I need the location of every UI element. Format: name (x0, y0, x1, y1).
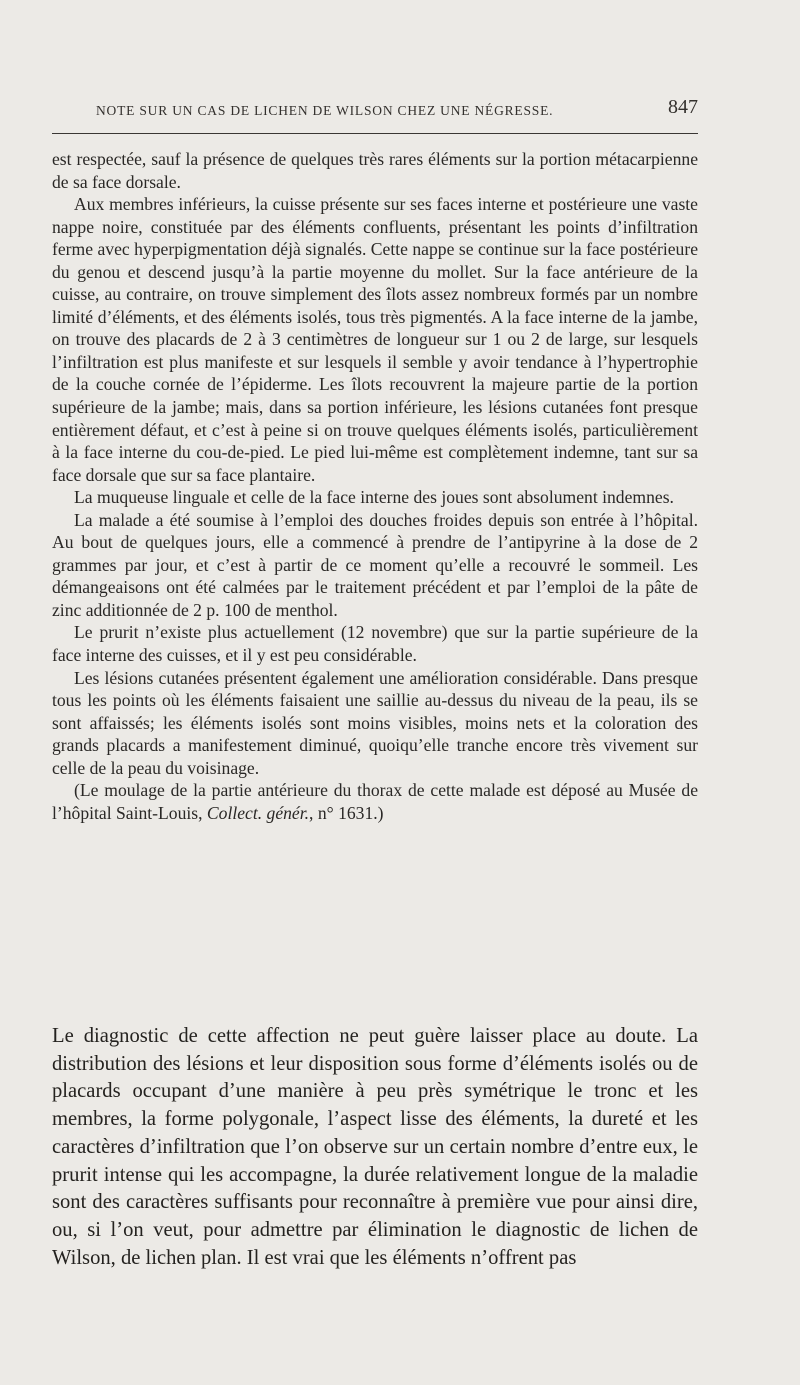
page-header (96, 94, 698, 122)
moulage-note-text: (Le moulage de la partie antérieure du thorax de cette malade est déposé au Musée de l’hôpital Saint-Louis, (52, 780, 698, 823)
header-rule (52, 133, 698, 134)
paragraph: Le prurit n’existe plus actuellement (12 novembre) que sur la partie supérieure de la face interne des cuisses, et il y est peu considérable. (52, 622, 698, 666)
diagnosis-paragraph: Le diagnostic de cette affection ne peut guère laisser place au doute. La distribution des lésions et leur disposition sous forme d’éléments isolés ou de placards occupant d’une manière à peu près symétrique le tronc et les membres, la forme polygonale, l’aspect lisse des éléments, la dureté et les caractères d’infiltration que l’on observe sur un certain nombre d’entre eux, le prurit intense qui les accompagne, la durée relativement longue de la maladie sont des caractères suffisants pour reconnaître à première vue pour ainsi dire, ou, si l’on veut, pour admettre par élimination le diagnostic de lichen de Wilson, de lichen plan. Il est vrai que les éléments n’offrent pas (52, 1025, 698, 1269)
moulage-note (52, 779, 698, 824)
paragraph: La muqueuse linguale et celle de la face interne des joues sont absolument indemnes. (74, 487, 674, 508)
case-description (52, 148, 698, 824)
page-number: 847 (668, 96, 698, 118)
paragraph: Les lésions cutanées présentent également une amélioration considérable. Dans presque tous les points où les éléments faisaient une saillie au-dessus du niveau de la peau, ils se sont affaissés; les éléments isolés sont moins visibles, moins nets et la coloration des grands placards a manifestement diminué, quoiqu’elle tranche encore très vivement sur celle de la peau du voisinage. (52, 667, 698, 778)
paragraph: est respectée, sauf la présence de quelques très rares éléments sur la portion métacarpienne de sa face dorsale. (52, 149, 698, 192)
running-title: NOTE SUR UN CAS DE LICHEN DE WILSON CHEZ UNE NÉGRESSE. (96, 103, 554, 118)
paragraph: Aux membres inférieurs, la cuisse présente sur ses faces interne et postérieure une vaste nappe noire, constituée par des éléments confluents, présentant les points d’infiltration ferme avec hyperpigmentation déjà signalés. Cette nappe se continue sur la face postérieure du genou et descend jusqu’à la partie moyenne du mollet. Sur la face antérieure de la cuisse, au contraire, on trouve simplement des îlots assez nombreux formés par un nombre limité d’éléments, et des éléments isolés, tous très pigmentés. A la face interne de la jambe, on trouve des placards de 2 à 3 centimètres de longueur sur 1 ou 2 de large, sur lesquels l’infiltration est plus manifeste et sur lesquels il semble y avoir tendance à l’hypertrophie de la couche cornée de l’épiderme. Les îlots recouvrent la majeure partie de la portion supérieure de la jambe; mais, dans sa portion inférieure, les lésions cutanées font presque entièrement défaut, et c’est à peine si on trouve quelques éléments isolés, particulièrement à la face interne du cou-de-pied. Le pied lui-même est complètement indemne, tant sur sa face dorsale que sur sa face plantaire. (52, 194, 698, 485)
collection-reference: Collect. génér. (206, 802, 310, 823)
paragraph: La malade a été soumise à l’emploi des douches froides depuis son entrée à l’hôpital. Au bout de quelques jours, elle a commencé à prendre de l’antipyrine à la dose de 2 grammes par jour, et c’est à partir de ce moment qu’elle a recouvré le sommeil. Les démangeaisons ont été calmées par le traitement précédent et par l’emploi de la pâte de zinc additionnée de 2 p. 100 de menthol. (52, 509, 698, 620)
moulage-note-end: , n° 1631.) (309, 802, 384, 823)
diagnosis-discussion (52, 1023, 698, 1272)
